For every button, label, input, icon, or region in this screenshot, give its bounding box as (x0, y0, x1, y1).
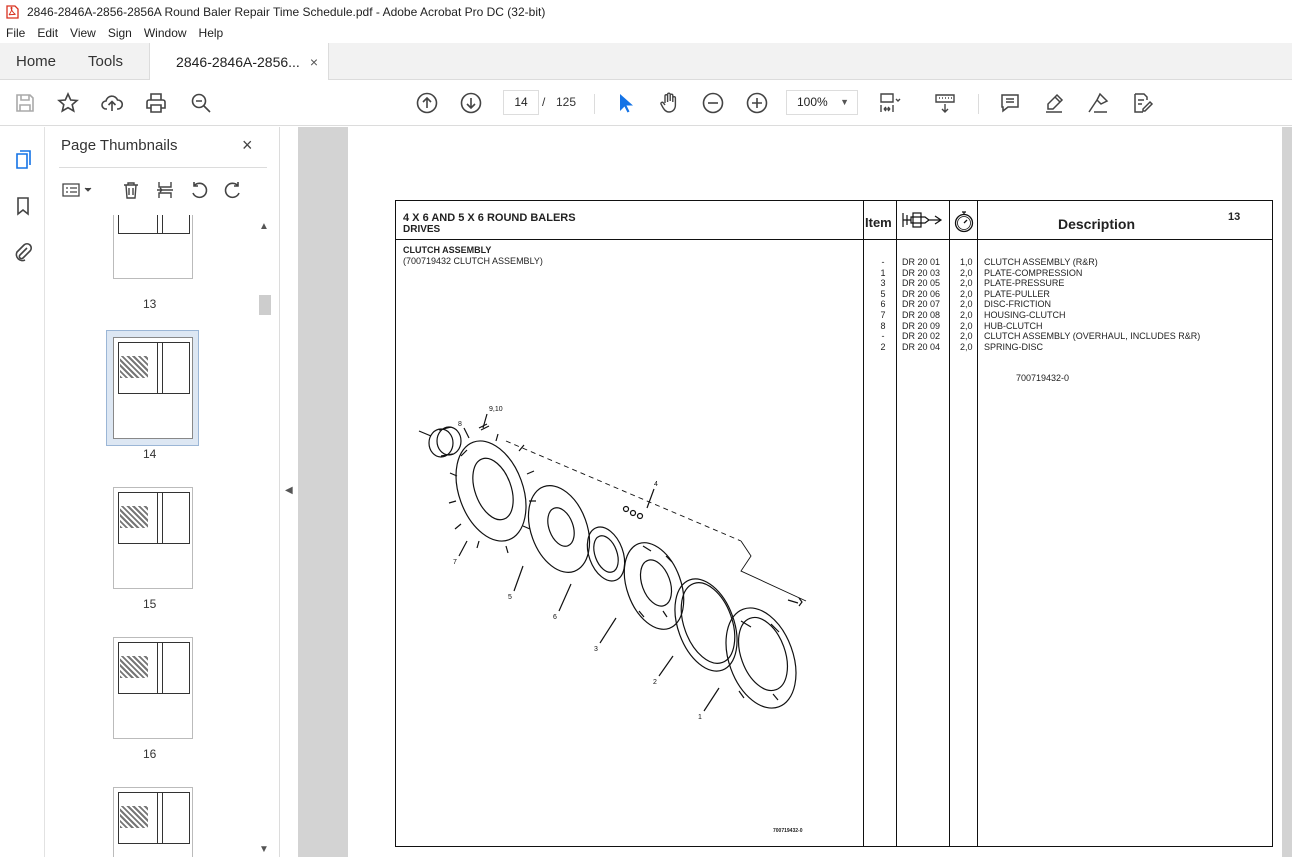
toolbar-divider (594, 94, 595, 114)
row-code: DR 20 01 (902, 257, 941, 267)
row-item: - (881, 331, 885, 342)
toolbar-divider (978, 94, 979, 114)
tab-tools[interactable]: Tools (88, 52, 124, 70)
header-divider (396, 239, 1272, 240)
item-column (874, 257, 892, 352)
row-description: SPRING-DISC (984, 341, 1044, 352)
select-tool-button[interactable] (612, 90, 638, 116)
pdf-page (348, 127, 1282, 857)
star-icon (56, 91, 80, 115)
comment-button[interactable] (997, 90, 1023, 116)
arrow-up-circle-icon (415, 91, 439, 115)
main-toolbar (0, 80, 1292, 126)
row-code: DR 20 06 (902, 288, 941, 299)
printer-icon (144, 91, 168, 115)
stopwatch-icon (953, 209, 975, 233)
zoom-search-icon (189, 91, 213, 115)
thumbnail-label: 16 (143, 747, 157, 761)
title-bar (0, 0, 1292, 23)
row-time: 2,0 (960, 331, 973, 342)
panel-collapse-handle[interactable] (281, 127, 298, 857)
thumbnail-label: 15 (143, 597, 157, 611)
upload-cloud-icon (100, 91, 124, 115)
tab-bar (0, 43, 1292, 80)
column-divider (863, 201, 864, 846)
diagram-label: 6 (553, 614, 557, 621)
plus-circle-icon (745, 91, 769, 115)
thumbnail-label: 14 (143, 447, 157, 461)
bookmark-icon (12, 195, 34, 217)
zoom-in-button[interactable] (744, 90, 770, 116)
highlight-button[interactable] (1041, 90, 1067, 116)
cursor-arrow-icon (613, 91, 637, 115)
page-total: 125 (556, 95, 577, 109)
menu-bar (0, 23, 1292, 43)
row-description: DISC-FRICTION (984, 299, 1051, 310)
page-separator: / (542, 95, 546, 109)
zoom-select[interactable] (786, 90, 858, 115)
row-description: CLUTCH ASSEMBLY (R&R) (984, 257, 1098, 267)
row-description: HOUSING-CLUTCH (984, 309, 1066, 320)
row-description: PLATE-COMPRESSION (984, 267, 1083, 278)
row-item: 2 (880, 341, 886, 352)
document-view[interactable] (298, 127, 1292, 857)
diagram-label: 4 (654, 481, 658, 488)
chevron-down-icon: ▼ (840, 97, 849, 107)
rotate-left-icon (189, 180, 209, 200)
row-code: DR 20 02 (902, 331, 941, 342)
row-time: 1,0 (960, 257, 973, 267)
minus-circle-icon (701, 91, 725, 115)
wrench-icon (901, 207, 945, 233)
scroll-mode-button[interactable] (932, 90, 958, 116)
diagram-label: 3 (594, 646, 598, 653)
section-subtitle: (700719432 CLUTCH ASSEMBLY) (403, 256, 543, 266)
row-description: CLUTCH ASSEMBLY (OVERHAUL, INCLUDES R&R) (984, 331, 1201, 342)
trash-icon (121, 180, 141, 200)
thumbnail-page-15[interactable] (113, 487, 193, 589)
panel-divider (59, 167, 267, 168)
schedule-table (395, 200, 1273, 847)
row-time: 2,0 (960, 288, 973, 299)
row-time: 2,0 (960, 278, 973, 289)
thumbnail-preview (118, 215, 190, 234)
extract-pages-button[interactable] (153, 179, 177, 201)
hand-icon (657, 91, 681, 115)
rotate-right-icon (223, 180, 243, 200)
save-icon (13, 91, 37, 115)
page-number-input[interactable]: 14 (503, 90, 539, 115)
header-description: Description (1058, 216, 1136, 232)
close-panel-icon[interactable]: × (242, 135, 253, 155)
row-code: DR 20 03 (902, 267, 941, 278)
tab-home[interactable]: Home (16, 52, 57, 70)
delete-pages-button[interactable] (119, 179, 143, 201)
clutch-exploded-diagram (411, 396, 831, 721)
document-subtitle: DRIVES (403, 224, 441, 235)
row-time: 2,0 (960, 267, 973, 278)
row-item: 5 (880, 288, 886, 299)
fit-page-button[interactable] (876, 90, 902, 116)
signature-pen-icon (1086, 91, 1110, 115)
column-divider (896, 201, 897, 846)
menu-help[interactable]: Help (198, 26, 224, 40)
menu-edit[interactable]: Edit (37, 26, 59, 40)
row-item: 1 (880, 267, 886, 278)
thumbnail-diagram (120, 806, 148, 828)
page-thumbnails-panel (45, 127, 280, 857)
code-column (902, 257, 940, 352)
diagram-label: 2 (653, 679, 657, 686)
diagram-label: 1 (698, 714, 702, 721)
bookmarks-rail-button[interactable] (10, 193, 36, 219)
row-time: 2,0 (960, 341, 973, 352)
thumbnail-scrollbar[interactable] (257, 217, 271, 857)
zoom-value: 100% (797, 95, 828, 109)
row-time: 2,0 (960, 299, 973, 310)
row-code: DR 20 04 (902, 341, 941, 352)
options-menu-icon (61, 181, 93, 199)
arrow-down-circle-icon (459, 91, 483, 115)
column-divider (977, 201, 978, 846)
row-item: - (881, 257, 885, 267)
pages-icon (12, 149, 34, 171)
share-button[interactable] (99, 90, 125, 116)
document-title: 4 X 6 AND 5 X 6 ROUND BALERS (403, 212, 576, 224)
rotate-clockwise-button[interactable] (221, 179, 245, 201)
page-number-label: 13 (1228, 211, 1241, 223)
menu-sign[interactable]: Sign (107, 26, 132, 40)
save-button[interactable] (12, 90, 38, 116)
thumbnail-label: 13 (143, 297, 157, 311)
print-button[interactable] (143, 90, 169, 116)
panel-title: Page Thumbnails (61, 137, 178, 154)
navigation-rail (0, 127, 45, 857)
row-description: HUB-CLUTCH (984, 320, 1043, 331)
row-item: 6 (880, 299, 886, 310)
edit-document-icon (1130, 91, 1154, 115)
thumbnail-diagram (120, 356, 148, 378)
diagram-label: 5 (508, 594, 512, 601)
page-thumbnails-rail-button[interactable] (10, 147, 36, 173)
menu-window[interactable]: Window (143, 26, 187, 40)
thumbnail-diagram (120, 506, 148, 528)
paperclip-icon (12, 241, 34, 263)
bookmark-star-button[interactable] (55, 90, 81, 116)
tab-document[interactable] (149, 43, 329, 80)
thumbnail-page-13[interactable] (113, 215, 193, 279)
menu-view[interactable]: View (70, 26, 96, 40)
keyboard-scroll-icon (933, 91, 957, 115)
acrobat-icon (6, 5, 19, 19)
diagram-label: 9,10 (489, 406, 503, 413)
header-item: Item (865, 215, 892, 230)
find-button[interactable] (188, 90, 214, 116)
row-code: DR 20 08 (902, 309, 941, 320)
diagram-label: 8 (458, 421, 462, 428)
diagram-label: 7 (453, 559, 457, 566)
collapse-left-icon[interactable]: ◀ (285, 485, 293, 496)
section-title: CLUTCH ASSEMBLY (403, 245, 492, 255)
thumbnail-page-17[interactable] (113, 787, 193, 857)
close-tab-icon[interactable]: × (309, 53, 319, 70)
thumbnail-page-16[interactable] (113, 637, 193, 739)
insert-pages-icon (155, 180, 175, 200)
time-column (960, 257, 973, 352)
row-item: 7 (880, 309, 886, 320)
fit-page-icon (877, 91, 901, 115)
row-time: 2,0 (960, 320, 973, 331)
zoom-out-button[interactable] (700, 90, 726, 116)
rotate-counterclockwise-button[interactable] (187, 179, 211, 201)
previous-page-button[interactable] (414, 90, 440, 116)
next-page-button[interactable] (458, 90, 484, 116)
thumbnail-page-14[interactable] (113, 337, 193, 439)
column-divider (949, 201, 950, 846)
edit-pdf-button[interactable] (1129, 90, 1155, 116)
row-code: DR 20 05 (902, 278, 941, 289)
comment-icon (998, 91, 1022, 115)
thumbnail-diagram (120, 656, 148, 678)
row-code: DR 20 09 (902, 320, 941, 331)
pen-icon (1042, 91, 1066, 115)
scroll-up-icon[interactable]: ▲ (259, 221, 269, 232)
tab-document-label: 2846-2846A-2856... (176, 53, 300, 70)
row-time: 2,0 (960, 309, 973, 320)
diagram-reference: 700719432-0 (773, 828, 803, 834)
hand-tool-button[interactable] (656, 90, 682, 116)
row-description: PLATE-PULLER (984, 288, 1050, 299)
thumbnail-options-button[interactable] (60, 179, 94, 201)
window-title: 2846-2846A-2856-2856A Round Baler Repair Time Schedule.pdf - Adobe Acrobat Pro DC (32-bit) (27, 4, 546, 19)
row-item: 8 (880, 320, 886, 331)
thumbnail-list (45, 215, 265, 857)
scrollbar-thumb[interactable] (259, 295, 271, 315)
scroll-down-icon[interactable]: ▼ (259, 844, 269, 855)
description-column (984, 257, 1200, 352)
sign-button[interactable] (1085, 90, 1111, 116)
row-item: 3 (880, 278, 886, 289)
row-code: DR 20 07 (902, 299, 941, 310)
row-description: PLATE-PRESSURE (984, 278, 1065, 289)
part-reference: 700719432-0 (1016, 373, 1070, 383)
attachments-rail-button[interactable] (10, 239, 36, 265)
menu-file[interactable]: File (6, 26, 26, 40)
